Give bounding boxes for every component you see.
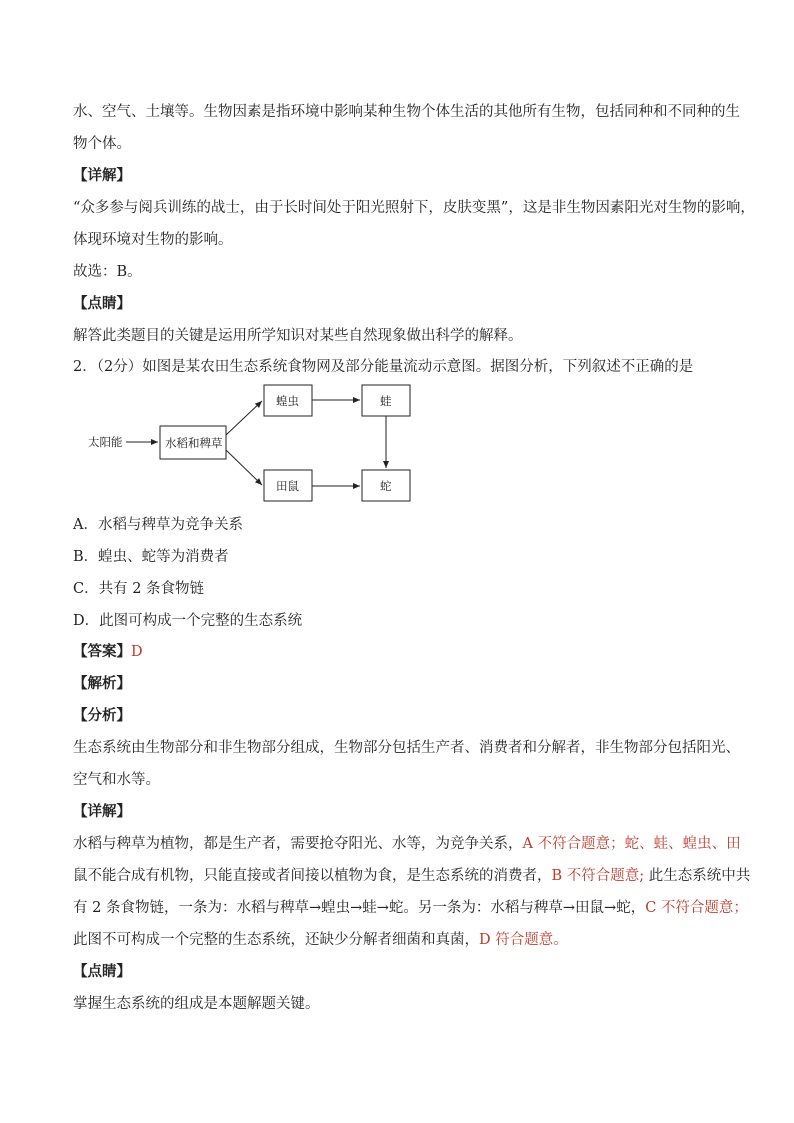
q1-comment-heading: 【点睛】 — [73, 295, 131, 312]
frog-label: 蛙 — [380, 394, 392, 408]
arrow-producer-to-field-mouse — [226, 450, 262, 485]
q2-detail-line-4 — [73, 930, 733, 950]
option-c: C．共有 2 条食物链 — [73, 581, 205, 597]
analysis-heading: 【解析】 — [73, 675, 131, 692]
detail-l4-b: D 符合题意。 — [479, 932, 568, 948]
detail-l1-b: A 不符合题意；蛇、蛙、蝗虫、田 — [522, 836, 741, 852]
detail-l2-c: 此生态系统中共 — [648, 868, 751, 884]
fenxi-line-2: 空气和水等。 — [73, 772, 160, 788]
q1-comment-text: 解答此类题目的关键是运用所学知识对某些自然现象做出科学的解释。 — [73, 328, 523, 344]
arrow-producer-to-grasshopper — [226, 401, 262, 435]
producer-label: 水稻和稗草 — [165, 436, 223, 450]
option-b: B．蝗虫、蛇等为消费者 — [73, 549, 229, 565]
answer-value: D — [131, 644, 143, 660]
q1-choice: 故选：B。 — [73, 264, 142, 280]
q2-comment-text: 掌握生态系统的组成是本题解题关键。 — [73, 996, 320, 1012]
option-a: A．水稻与稗草为竞争关系 — [73, 517, 243, 533]
intro-line-2: 物个体。 — [73, 136, 131, 152]
field-mouse-label: 田鼠 — [276, 479, 299, 493]
q2-detail-line-2 — [73, 866, 751, 886]
q1-detail-heading: 【详解】 — [73, 167, 131, 184]
answer-label: 【答案】 — [73, 643, 131, 660]
answer-line — [73, 642, 733, 662]
fenxi-line-1: 生态系统由生物部分和非生物部分组成，生物部分包括生产者、消费者和分解者，非生物部分包括阳光、 — [73, 740, 740, 756]
detail-l4-a: 此图不可构成一个完整的生态系统，还缺少分解者细菌和真菌， — [73, 932, 479, 948]
q2-comment-heading: 【点睛】 — [73, 963, 131, 980]
fenxi-heading: 【分析】 — [73, 707, 131, 724]
detail-l1-a: 水稻与稗草为植物，都是生产者，需要抢夺阳光、水等，为竞争关系， — [73, 836, 523, 852]
q1-detail-line-2: 体现环境对生物的影响。 — [73, 232, 233, 248]
detail-l3-b: C 不符合题意； — [645, 900, 748, 916]
q2-stem: 2．（2分）如图是某农田生态系统食物网及部分能量流动示意图。据图分析，下列叙述不正确的是 — [73, 359, 694, 375]
q2-detail-line-3 — [73, 898, 748, 918]
detail-l2-a: 鼠不能合成有机物，只能直接或者间接以植物为食，是生态系统的消费者， — [73, 868, 552, 884]
intro-line-1: 水、空气、土壤等。生物因素是指环境中影响某种生物个体生活的其他所有生物，包括同种和不同种的生 — [73, 104, 740, 120]
option-d: D．此图可构成一个完整的生态系统 — [73, 613, 303, 629]
snake-label: 蛇 — [380, 479, 392, 493]
grasshopper-label: 蝗虫 — [276, 394, 299, 408]
detail-l2-b: B 不符合题意; — [551, 868, 649, 884]
q2-detail-heading: 【详解】 — [73, 803, 131, 820]
q2-detail-line-1 — [73, 834, 741, 854]
diagram-source-label: 太阳能 — [88, 435, 123, 449]
q1-detail-line-1: “众多参与阅兵训练的战士，由于长时间处于阳光照射下，皮肤变黑”，这是非生物因素阳光对生物的影响， — [73, 200, 755, 216]
detail-l3-a: 有 2 条食物链，一条为：水稻与稗草→蝗虫→蛙→蛇。另一条为：水稻与稗草→田鼠→蛇， — [73, 900, 646, 916]
